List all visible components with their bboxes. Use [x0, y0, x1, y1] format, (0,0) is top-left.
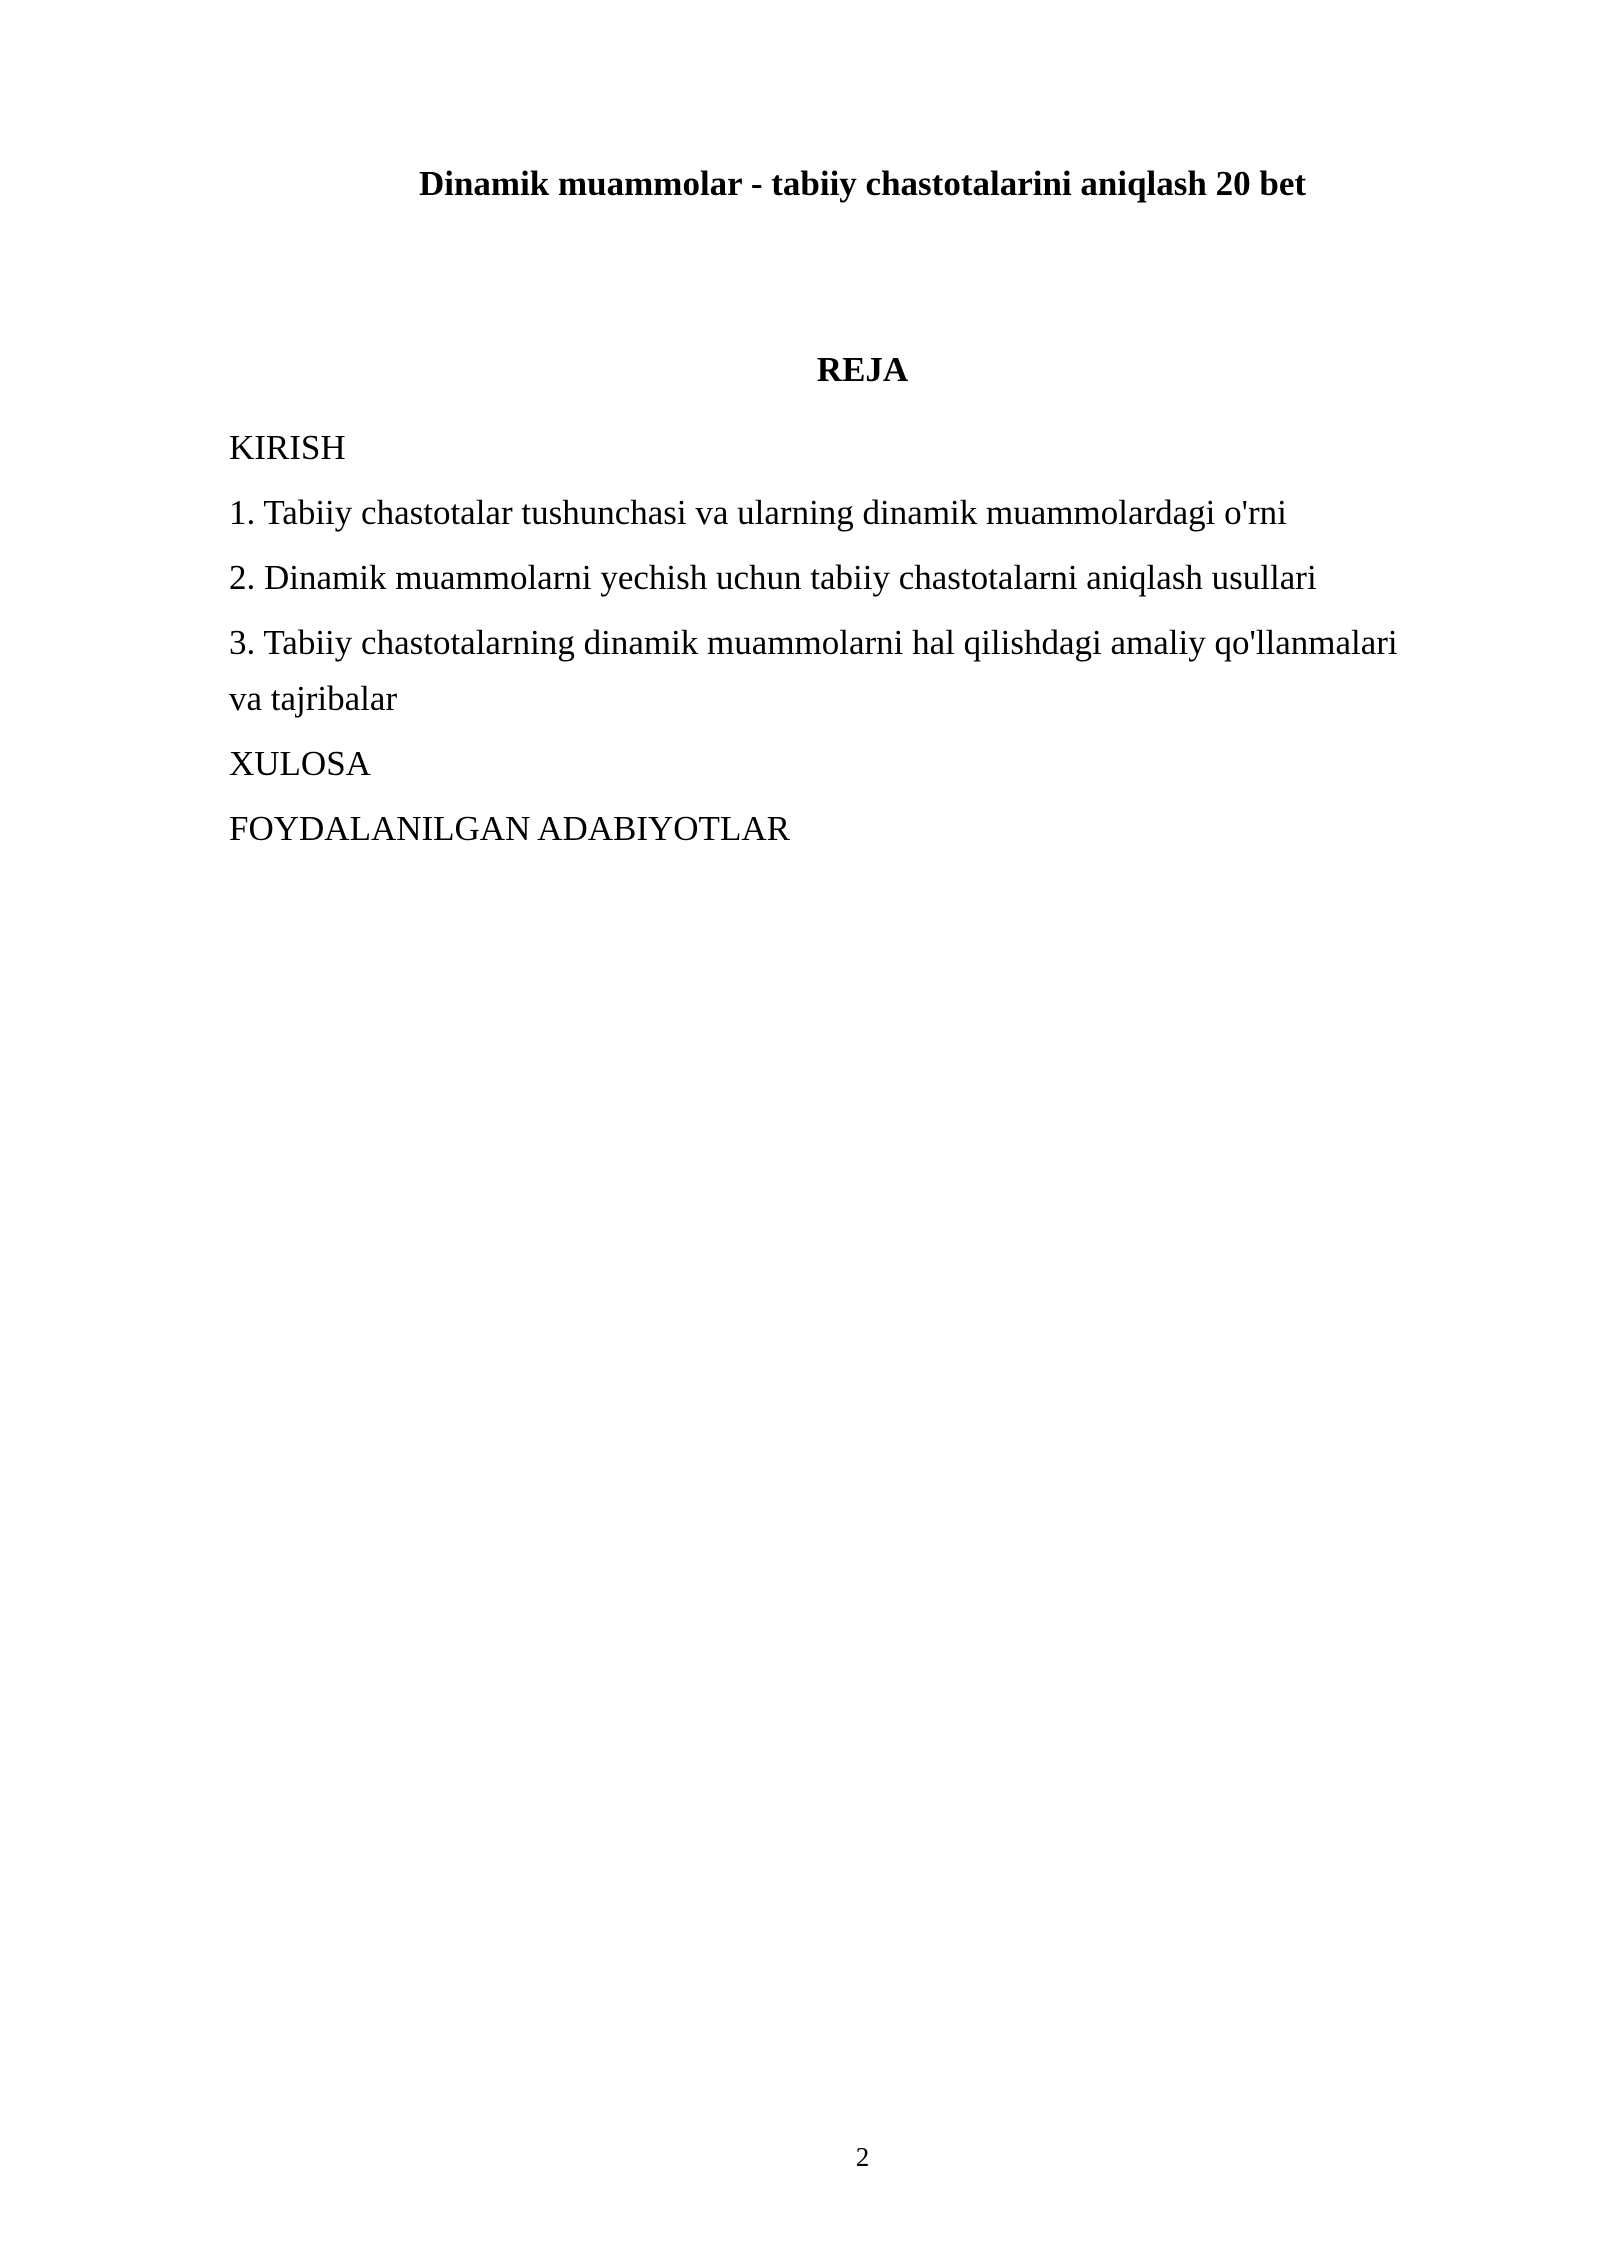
page-number: 2 [855, 2142, 870, 2172]
plan-item-conclusion: XULOSA [229, 744, 371, 783]
plan-list [229, 420, 1429, 866]
plan-heading: REJA [816, 350, 909, 389]
document-title: Dinamik muammolar - tabiiy chastotalarini aniqlash 20 bet [418, 164, 1307, 203]
plan-item-references: FOYDALANILGAN ADABIYOTLAR [229, 809, 790, 848]
plan-item-introduction: KIRISH [229, 428, 346, 467]
plan-item-section-2: 2. Dinamik muammolarni yechish uchun tabiiy chastotalarni aniqlash usullari [229, 558, 1317, 597]
plan-item-section-1: 1. Tabiiy chastotalar tushunchasi va ularning dinamik muammolardagi o'rni [229, 493, 1287, 532]
plan-item-section-3: 3. Tabiiy chastotalarning dinamik muammolarni hal qilishdagi amaliy qo'llanmalari va tajribalar [229, 623, 1398, 718]
